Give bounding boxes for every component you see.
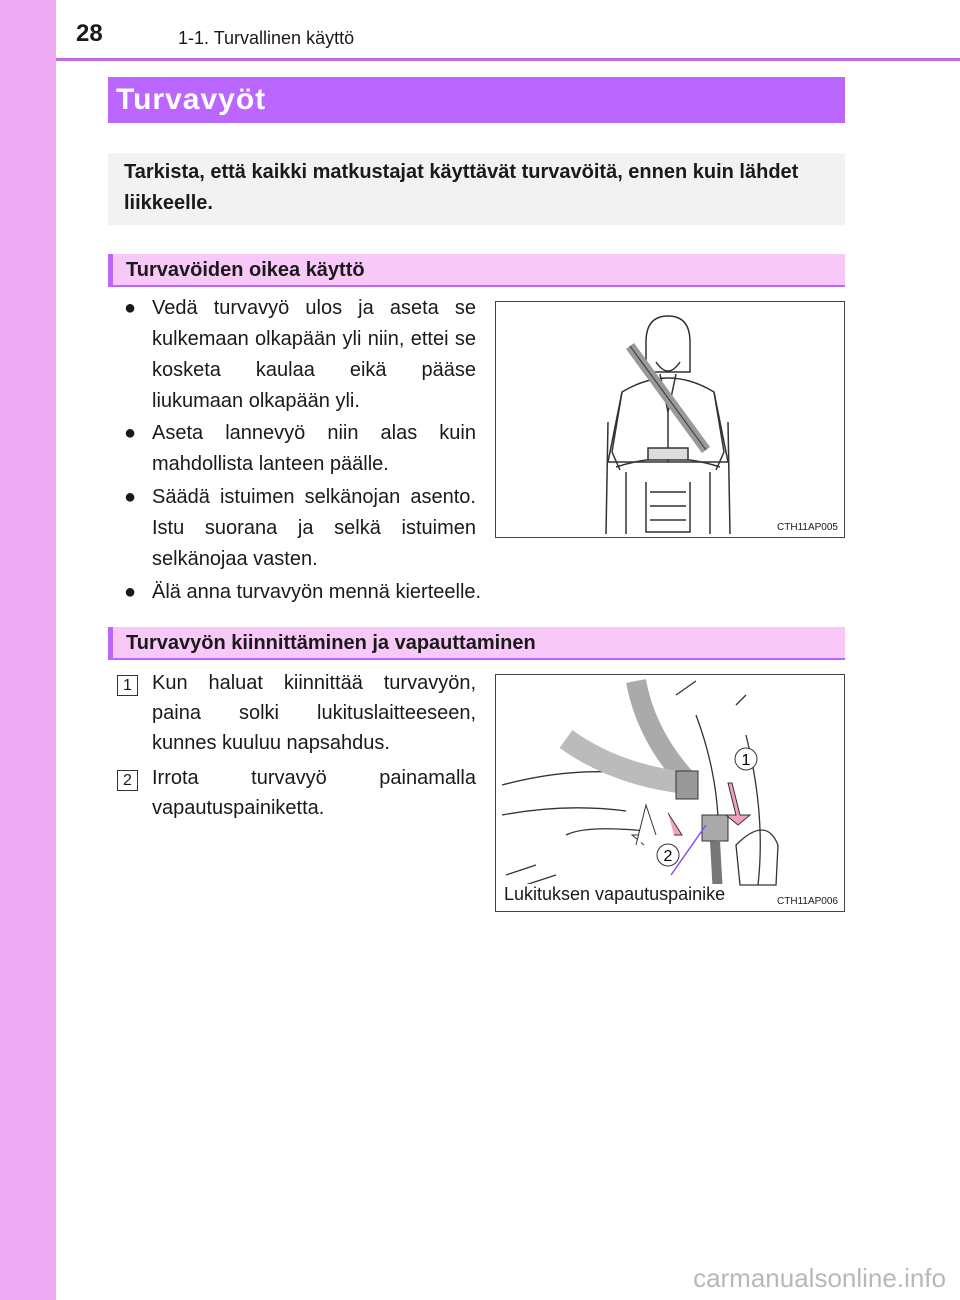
figure-label: Lukituksen vapautuspainike <box>504 884 726 904</box>
section-heading-text: Turvavöiden oikea käyttö <box>126 259 365 281</box>
page-number: 28 <box>76 20 103 47</box>
figure-code: CTH11AP005 <box>777 522 838 533</box>
section-heading-fastening <box>108 627 845 660</box>
buckle-illustration <box>495 674 845 912</box>
step-number: 2 <box>117 770 138 791</box>
bullet-icon: ● <box>124 486 137 508</box>
section-heading-usage <box>108 254 845 287</box>
callout-2: 2 <box>663 848 673 865</box>
step-text: Irrota turvavyö painamalla vapautuspainiketta. <box>152 767 476 819</box>
bullet-text: Aseta lannevyö niin alas kuin mahdollista lanteen päälle. <box>152 422 476 475</box>
bullet-icon: ● <box>124 581 137 603</box>
header-rule <box>56 58 960 61</box>
bullet-icon: ● <box>124 297 137 319</box>
watermark: carmanualsonline.info <box>693 1263 946 1293</box>
intro-box <box>108 153 845 225</box>
bullet-text: Älä anna turvavyön mennä kierteelle. <box>152 581 482 603</box>
chapter-title: 1-1. Turvallinen käyttö <box>178 28 355 48</box>
page-title: Turvavyöt <box>116 83 267 116</box>
side-tab <box>0 0 56 1300</box>
bullet-icon: ● <box>124 422 137 444</box>
buckle-drawing <box>496 675 844 911</box>
seatbelt-wearing-illustration <box>495 301 845 538</box>
bullet-text: Vedä turvavyö ulos ja aseta se kulkemaan olkapään yli niin, ettei se kosketa kaulaa eikä pääse liukumaan olkapään yli. <box>152 297 476 412</box>
step-text: Kun haluat kiinnittää turvavyön, paina solki lukituslaitteeseen, kunnes kuuluu napsahdus. <box>152 672 476 754</box>
section-heading-text: Turvavyön kiinnittäminen ja vapauttaminen <box>126 632 536 654</box>
callout-1: 1 <box>741 752 751 769</box>
intro-text: Tarkista, että kaikki matkustajat käyttävät turvavöitä, ennen kuin lähdet liikkeelle. <box>124 161 799 214</box>
step-number: 1 <box>117 675 138 696</box>
figure-code: CTH11AP006 <box>777 896 838 907</box>
seated-person-illustration <box>496 302 844 537</box>
page-title-bar <box>108 77 845 123</box>
bullet-text: Säädä istuimen selkänojan asento. Istu suorana ja selkä istuimen selkänojaa vasten. <box>152 486 476 570</box>
